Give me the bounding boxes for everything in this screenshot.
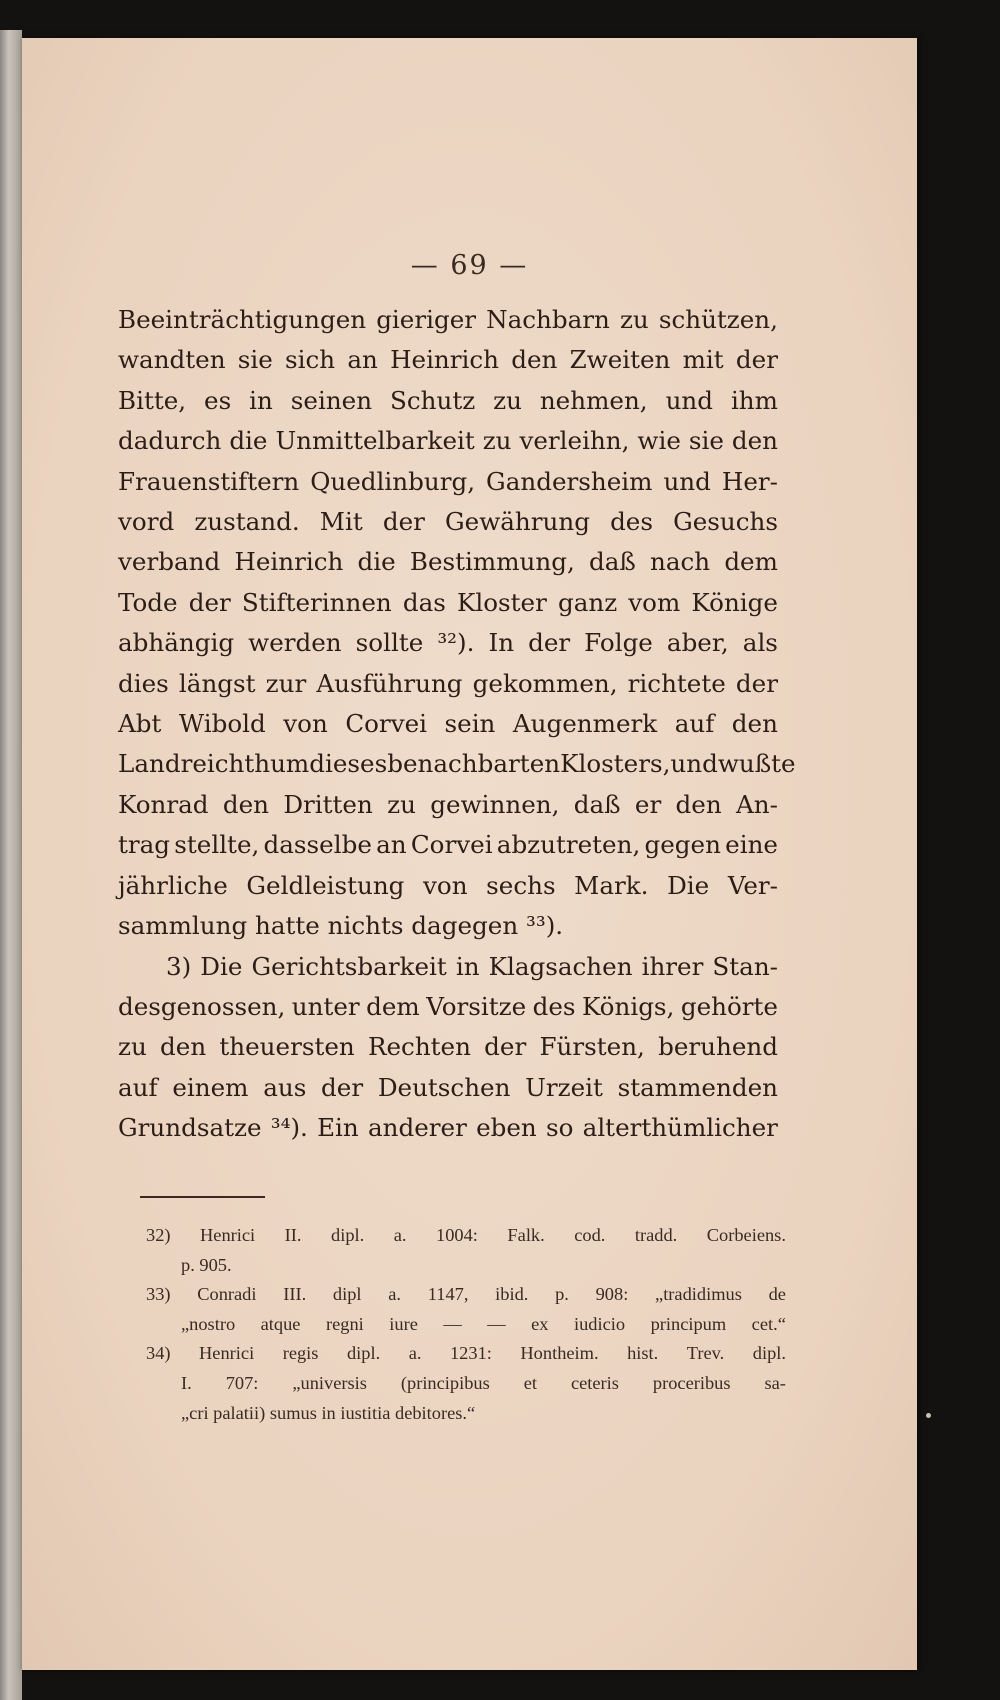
text-line: Grundsatze ³⁴). Ein anderer eben so alterthümlicher bbox=[118, 1113, 778, 1143]
footnote-line: I. 707: „universis (principibus et ceteris proceribus sa- bbox=[181, 1372, 786, 1393]
book-page bbox=[22, 38, 917, 1670]
text-line: auf einem aus der Deutschen Urzeit stammenden bbox=[118, 1072, 778, 1102]
main-text bbox=[118, 300, 796, 1149]
book-binding-edge bbox=[0, 30, 22, 1700]
text-line: Bitte, es in seinen Schutz zu nehmen, und ihm bbox=[118, 385, 778, 415]
text-line: dadurch die Unmittelbarkeit zu verleihn, wie sie den bbox=[118, 426, 778, 456]
page-number: — 69 — bbox=[410, 250, 529, 281]
text-line: Abt Wibold von Corvei sein Augenmerk auf den bbox=[118, 709, 778, 739]
text-line: 3) Die Gerichtsbarkeit in Klagsachen ihrer Stan- bbox=[166, 951, 778, 981]
text-line: Tode der Stifterinnen das Kloster ganz vom Könige bbox=[118, 587, 778, 617]
text-line: sammlung hatte nichts dagegen ³³). bbox=[118, 911, 564, 941]
footnote-line: „cri palatii) sumus in iustitia debitores.“ bbox=[181, 1402, 476, 1423]
text-line: Konrad den Dritten zu gewinnen, daß er den An- bbox=[118, 789, 778, 819]
text-line: Beeinträchtigungen gieriger Nachbarn zu schützen, bbox=[118, 305, 778, 334]
text-line: abhängig werden sollte ³²). In der Folge aber, als bbox=[118, 628, 778, 658]
text-line: desgenossen, unter dem Vorsitze des Königs, gehörte bbox=[118, 991, 778, 1021]
footnote-line: 34) Henrici regis dipl. a. 1231: Hontheim. hist. Trev. dipl. bbox=[146, 1343, 786, 1364]
text-line: Frauenstiftern Quedlinburg, Gandersheim und Her- bbox=[118, 466, 778, 496]
text-line: Landreichthum dieses benachbarten Klosters, und wußte bbox=[118, 749, 796, 779]
text-line: verband Heinrich die Bestimmung, daß nach dem bbox=[118, 547, 778, 577]
footnote-line: 33) Conradi III. dipl a. 1147, ibid. p. 908: „tradidimus de bbox=[146, 1284, 786, 1305]
text-line: dies längst zur Ausführung gekommen, richtete der bbox=[118, 668, 778, 698]
footnote-divider bbox=[140, 1196, 265, 1198]
scan-speck bbox=[926, 1413, 931, 1418]
footnotes bbox=[146, 1221, 786, 1428]
text-line: wandten sie sich an Heinrich den Zweiten mit der bbox=[118, 345, 778, 375]
footnote-line: 32) Henrici II. dipl. a. 1004: Falk. cod. tradd. Corbeiens. bbox=[146, 1225, 786, 1245]
footnote-line: „nostro atque regni iure — — ex iudicio principum cet.“ bbox=[181, 1313, 786, 1334]
text-line: trag stellte, dasselbe an Corvei abzutreten, gegen eine bbox=[118, 830, 778, 860]
footnote-line: p. 905. bbox=[181, 1254, 232, 1275]
text-line: jährliche Geldleistung von sechs Mark. Die Ver- bbox=[118, 870, 778, 900]
text-line: vord zustand. Mit der Gewährung des Gesuchs bbox=[118, 507, 778, 537]
text-line: zu den theuersten Rechten der Fürsten, beruhend bbox=[118, 1032, 778, 1062]
